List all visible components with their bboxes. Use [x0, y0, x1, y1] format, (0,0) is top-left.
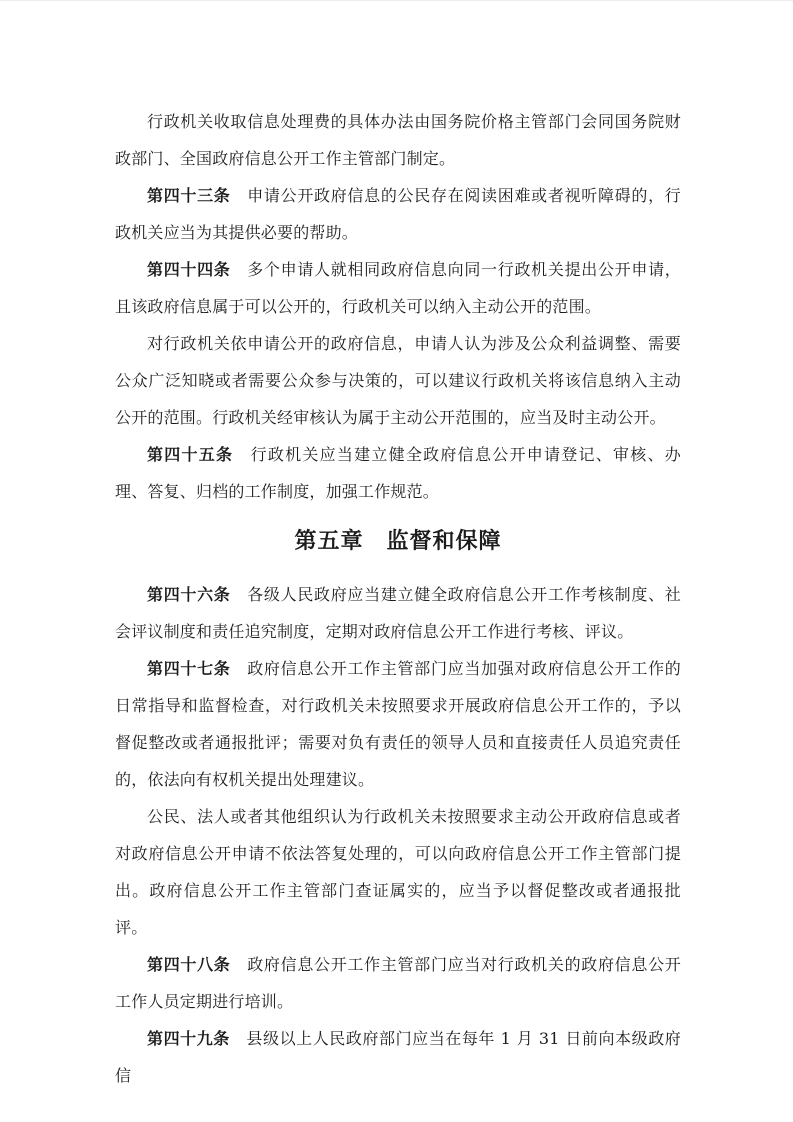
paragraph-text: 行政机关收取信息处理费的具体办法由国务院价格主管部门会同国务院财政部门、全国政府信息公开工作主管部门制定。 — [115, 112, 681, 168]
paragraph-text: 行政机关应当建立健全政府信息公开申请登记、审核、办理、答复、归档的工作制度，加强工作规范。 — [115, 445, 681, 501]
paragraph-text: 政府信息公开工作主管部门应当对行政机关的政府信息公开工作人员定期进行培训。 — [115, 955, 681, 1011]
chapter-heading — [115, 523, 681, 560]
article-paragraph — [115, 576, 681, 650]
article-number: 第四十八条 — [147, 955, 231, 974]
article-paragraph — [115, 251, 681, 325]
paragraph-text: 政府信息公开工作主管部门应当加强对政府信息公开工作的日常指导和监督检查，对行政机关未按照要求开展政府信息公开工作的，予以督促整改或者通报批评；需要对负有责任的领导人员和直接责任人员追究责任的，依法向有权机关提出处理建议。 — [115, 659, 681, 789]
article-paragraph — [115, 436, 681, 510]
article-paragraph — [115, 650, 681, 798]
article-paragraph — [115, 177, 681, 251]
paragraph-text: 对行政机关依申请公开的政府信息，申请人认为涉及公众利益调整、需要公众广泛知晓或者需要公众参与决策的，可以建议行政机关将该信息纳入主动公开的范围。行政机关经审核认为属于主动公开范围的，应当及时主动公开。 — [115, 334, 681, 427]
article-paragraph — [115, 1020, 681, 1094]
article-paragraph — [115, 798, 681, 946]
document-content — [115, 103, 681, 1094]
article-paragraph — [115, 103, 681, 177]
paragraph-text: 第五章 监督和保障 — [294, 529, 502, 554]
article-number: 第四十七条 — [147, 659, 231, 678]
paragraph-text: 各级人民政府应当建立健全政府信息公开工作考核制度、社会评议制度和责任追究制度，定期对政府信息公开工作进行考核、评议。 — [115, 585, 681, 641]
article-number: 第四十四条 — [147, 260, 231, 279]
article-number: 第四十九条 — [147, 1029, 230, 1048]
paragraph-text: 公民、法人或者其他组织认为行政机关未按照要求主动公开政府信息或者对政府信息公开申请不依法答复处理的，可以向政府信息公开工作主管部门提出。政府信息公开工作主管部门查证属实的，应当予以督促整改或者通报批评。 — [115, 807, 681, 937]
paragraph-text: 多个申请人就相同政府信息向同一行政机关提出公开申请，且该政府信息属于可以公开的，行政机关可以纳入主动公开的范围。 — [115, 260, 681, 316]
paragraph-text: 申请公开政府信息的公民存在阅读困难或者视听障碍的，行政机关应当为其提供必要的帮助。 — [115, 186, 681, 242]
article-number: 第四十五条 — [147, 445, 234, 464]
article-number: 第四十三条 — [147, 186, 231, 205]
article-paragraph — [115, 946, 681, 1020]
article-number: 第四十六条 — [147, 585, 231, 604]
paragraph-text: 县级以上人民政府部门应当在每年 1 月 31 日前向本级政府信 — [115, 1029, 681, 1085]
article-paragraph — [115, 325, 681, 436]
